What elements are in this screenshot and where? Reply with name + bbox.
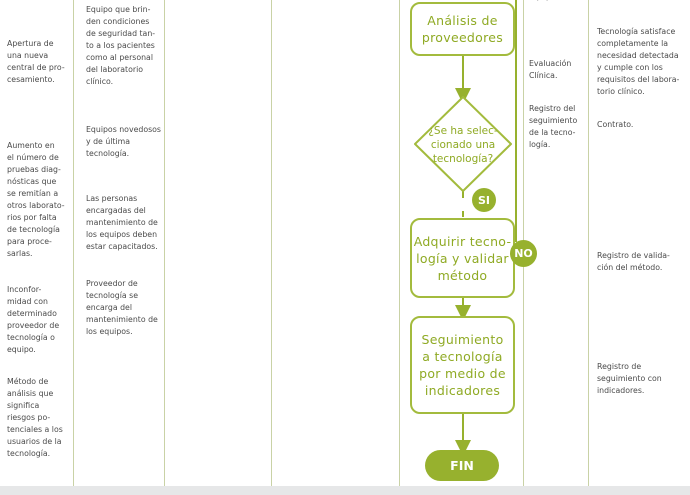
criteria-cell: Equipos novedosos y de última tecnología. — [86, 125, 161, 158]
criteria-cell: Las personas encargadas del mantenimiento de los equipos deben estar capacitados. — [86, 194, 158, 251]
no-badge: NO — [510, 240, 537, 267]
node-seguimiento: Seguimiento a tecnología por medio de indicadores — [410, 316, 515, 414]
output-cell: Registro de seguimiento con indicadores. — [597, 362, 662, 395]
decision-label: ¿Se ha selec- cionado una tecnología? — [428, 125, 498, 165]
trigger-cell: Método de análisis que significa riesgos po- tenciales a los usuarios de la tecnología. — [7, 377, 63, 458]
output-cell: Contrato. — [597, 120, 634, 129]
criteria-cell: Proveedor de tecnología se encarga del mantenimiento de los equipos. — [86, 279, 158, 336]
fin-terminal: FIN — [425, 450, 499, 481]
criteria-cell: Equipo que brin- den condiciones de seguridad tan- to a los pacientes como al personal del laboratorio clínico. — [86, 5, 156, 86]
trigger-cell: Inconfor- midad con determinado proveedor de tecnología o equipo. — [7, 285, 60, 354]
si-badge: SI — [472, 188, 496, 212]
trigger-cell: Aumento en el número de pruebas diag- nósticas que se remitían a otros laborato- rios por falta de tecnología para proce- sarlas. — [7, 141, 65, 258]
record-cell: Evaluación Clínica. — [529, 59, 572, 80]
output-cell: Registro de valida- ción del método. — [597, 251, 670, 272]
node-adquirir-tecnologia: Adquirir tecno- logía y validar método — [410, 218, 515, 298]
node-analisis-proveedores: Análisis de proveedores — [410, 2, 515, 56]
record-cell: Registro del seguimiento de la tecno- logía. — [529, 104, 578, 149]
trigger-cell: Apertura de una nueva central de pro- cesamiento. — [7, 39, 65, 84]
output-cell: Tecnología satisface completamente la necesidad detectada y cumple con los requisitos del labora- torio clínico. — [597, 27, 680, 96]
